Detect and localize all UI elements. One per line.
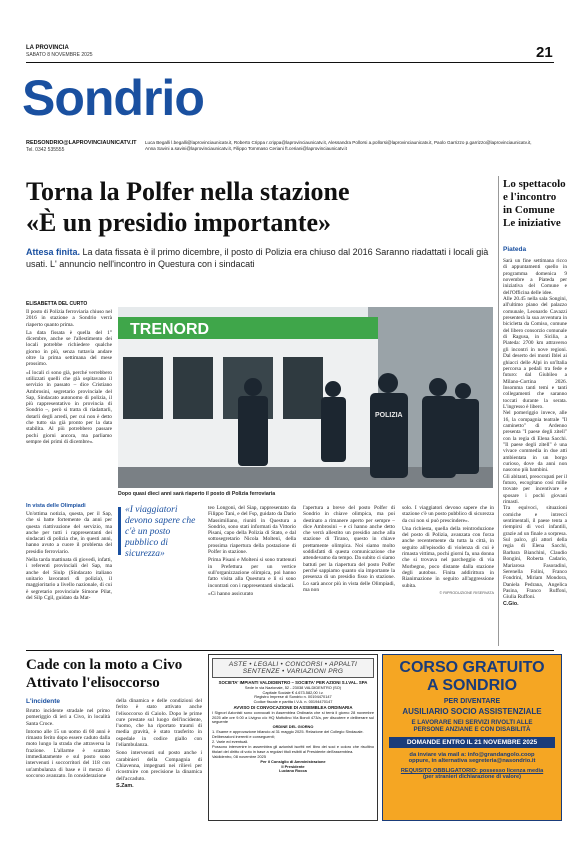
company-capital: Capitale Sociale € 4.673.582,00 i.v. [262,689,324,695]
section-title: Sondrio [22,70,204,126]
main-col-5 [402,505,494,596]
byline: ELISABETTA DEL CURTO [26,301,88,307]
train-logo: TRENORD [130,321,210,338]
rights-notice: © RIPRODUZIONE RISERVATA [439,590,494,595]
course-title-2: A SONDRIO [426,677,518,694]
agenda-item-1: 1. Esame e approvazione bilancio al 31 maggio 2025. Relazione del Collegio Sindacale. Deliberazioni inerenti e conseguenti; [212,728,364,739]
side-location: Piateda [503,246,527,253]
notice-footer: Possono intervenire in assemblea gli azionisti iscritti nel libro dei soci e coloro che risultino titolari del diritto di voto in base a regolari titoli esibiti al Presidente dell'assemblea. [212,744,374,755]
course-requirement-1: REQUISITO OBBLIGATORIO: possesso licenza media [400,768,544,774]
course-alt-line: oppure, in alternativa segreteria@nasondrio.it [408,758,536,764]
company-name: SOCIETA' IMPIANTI VALDIDENTRO – SOCIETA' PER AZIONI S.I.VAL. SPA [218,680,368,685]
side-headline: Lo spettacolo e l'incontro in Comune Le iniziative [503,178,566,229]
paragraph: Un'ottima notizia, questa, per il Sap, che si batte fortemente da anni per questa riattivazione del servizio, ma anche per tutti i rappresentanti dei sindacati di polizia che, in questi anni, hanno avuto a cuore il problema del presidio ferroviario. [26,511,112,555]
course-requirement-2: (per stranieri dichiarazione di valore) [423,774,521,780]
side-divider [498,176,499,646]
course-role: AUSILIARIO SOCIO ASSISTENZIALE [402,707,542,716]
company-register: Registro Imprese di Sondrio n. 00194470147 [254,694,332,700]
pull-quote: «I viaggiatori devono sapere che c'è un posto pubblico di sicurezza» [125,505,196,559]
main-lead-label: Attesa finita. [26,247,81,257]
paragraph: Alle 20.45 nella sala Songini, all'ultimo piano del palazzo comunale, Leonardo Cavazzi presenterà la sua avventura in bicicletta da Comiso, comune del libero consorzio comunale di Ragusa, in Sicilia, a Piateda: 2700 km attraverso gli incontri in nove regioni. Dal deserto dei monti Iblei ai ghiacci delle Alpi in un'Italia percorsa a pedali tra fede e futuro: dal Giubileo a Milano-Cortina 2026. Insomma tanti temi e tanti collegamenti che saranno toccati durante la serata. L'ingresso è libero. [503,296,567,410]
paragraph: Brutto incidente stradale nel primo pomeriggio di ieri a Civo, in località Santa Croce. [26,708,110,727]
bottom-rule [26,650,554,651]
legal-notice-ad [208,654,378,821]
third-headline [26,656,226,692]
staff-list [145,140,555,152]
company-tax: Codice fiscale e partita I.V.A. n. 00194470147 [253,699,333,705]
newspaper-name: LA PROVINCIA [26,45,69,51]
paragraph: Una richiesta, quella della reintroduzione del posto di Polizia, avanzata con forza anche recentemente da tutta la città, in seguito all'episodio di violenza di cui è rimasta vittima, pochi giorni fa, una donna che si trovava nel parcheggio di via Morbegno, poco distante dalla stazione degli autobus. Finita addirittura in Rianimazione in seguito all'aggressione subita. [402,525,494,589]
police-station-photo [118,307,493,488]
subhead-olympics: In vista delle Olimpiadi [26,503,86,509]
page-number: 21 [536,44,553,61]
ad-brand-line-1: ASTE • LEGALI • CONCORSI • APPALTI [228,661,358,668]
signature-2: Il Presidente [281,763,305,769]
course-ad [382,654,562,821]
signature-1: Per il Consiglio di Amministrazione [260,758,326,764]
third-col-a [26,708,110,779]
course-tagline-2: PERSONE ANZIANE E CON DISABILITÀ [413,726,531,733]
course-tagline-1: E LAVORARE NEI SERVIZI RIVOLTI ALLE [411,719,533,726]
main-col-1b [26,511,112,601]
paragraph: Sono intervenuti sul posto anche i carabinieri della Compagnia di Chiavenna, impegnati nei rilievi per ricostruire con precisione la dinamica dell'accaduto. [116,750,202,782]
third-location: L'incidente [26,698,61,705]
company-address: Sede in via Nazionale, 52 - 23038 VALDIDENTRO (SO) [244,684,342,690]
paragraph: Intorno alle 15 un uomo di 60 anni è rimasto ferito dopo essere caduto dalla moto lungo la strada che attraversa la frazione. L'allarme è scattato immediatamente e sul posto sono intervenuti i soccorritori del 118 con un'ambulanza di base e il mezzo di soccorso avanzato. In considerazione [26,728,110,779]
paragraph: «Ci hanno assicurato [208,590,254,597]
main-headline [26,176,496,238]
main-col-4 [303,505,395,593]
paragraph: La data fissata è quella del 1° dicembre, anche se l'allestimento dei locali potrebbe richiedere qualche giorno in più, senza tuttavia andare oltre la prima settimana del mese prossimo. [26,329,112,368]
paragraph: Il posto di Polizia ferroviaria chiuso nel 2016 in stazione a Sondrio verrà riaperto quanto prima. [26,309,112,328]
top-rule [26,62,554,63]
issue-date: SABATO 8 NOVEMBRE 2025 [26,52,93,58]
course-become: PER DIVENTARE [443,698,501,705]
section-phone: Tel. 0342 535555 [26,147,65,153]
course-title-1: CORSO GRATUITO [399,659,545,676]
side-signoff: C.Gio. [503,600,519,607]
notice-body: I Signori Azionisti sono convocati in Assemblea Ordinaria che si terrà il giorno 28 novembre 2025 alle ore 9.00 a Livigno c/o HQ Mottolino Via Bondi 473/a, per discutere e deliberare sul seguente [212,709,374,725]
pull-quote-box [118,505,203,560]
main-col-3 [208,505,296,597]
staff-line-1: Luca Begalli l.begalli@laprovinciaunicatv.it, Roberto Crippa r.crippa@laprovinciaunicatv.it, Alessandra Pollorsi a.pollorsi@laprovinciaunicatv.it, Paolo Garrizzo p.garrizzo@laprovinciaunicatv.it, [145,140,532,145]
photo [118,307,493,488]
paragraph: solo. I viaggiatori devono sapere che in stazione c'è un posto pubblico di sicurezza da cui non si può prescindere». [402,505,494,524]
agenda-item-2: 2. Varie ed eventuali. [212,738,249,744]
main-headline-line-2: «È un presidio importante» [26,208,332,237]
third-col-b [116,698,202,789]
paragraph: Tra equivoci, situazioni comiche e intrecci sentimentali, il paese tenta a riempirsi di voci infantili, grazie ad un finale a sorpresa. Sul palco, gli attori della regia di Elena Sacchi, Barbara Bianchini, Claudio Bongini, Roberta Cadario, Mariarosa Fasoradini, Serenella Folini, Franco Fondrini, Miriam Mondora, Daniela Pedrana, Angelica Pasina, Franco Ruffoni, Giulia Ruffoni. [503,505,567,601]
paragraph: «I locali ci sono già, perché verrebbero utilizzati quelli che già ospitavano il servizio in passato – dice Cristiano Ambrosini, segretario provinciale del Sap, Sindacato autonomo di polizia, il più rappresentativo in provincia di Sondrio –, però si tratta di riadattarli, dotarli degli arredi, per cui non è detto che tutto sia già pronto per la data stabilita. Al più potrebbero passare pochi giorni ancora, ma parliamo sempre dei primi di dicembre». [26,369,112,445]
course-deadline: DOMANDE ENTRO IL 21 NOVEMBRE 2025 [389,737,555,748]
paragraph: Gli abitanti, preoccupati per il futuro, escogitano così mille trovate per incentivare e sposare i pochi giovani rimasti. [503,473,567,506]
notice-title: AVVISO DI CONVOCAZIONE DI ASSEMBLEA ORDINARIA [233,704,353,710]
signature-3: Luciano Rocca [279,768,307,774]
main-headline-line-1: Torna la Polfer nella stazione [26,177,350,206]
paragraph: l'apertura a breve del posto Polfer di Sondrio in chiave olimpica, ma poi destinato a rimanere aperto per sempre – dice Ambrosini – e ci hanno anche detto che verrà allestito un presidio anche alla stazione di Tirano, questo in chiave prettamente olimpica. Noi siamo molto soddisfatti di questa comunicazione che attendevamo da tempo. Da subito ci siamo battuti per la riapertura del posto Polfer perché sappiamo quanto sia importante la presenza di un presidio fisso in stazione. Lo sarà ancor più in vista delle Olimpiadi, ma non [303,505,395,593]
police-vest-text: POLIZIA [375,412,403,419]
ad-brand-line-2: SENTENZE • VARIAZIONI PRG [242,668,344,675]
main-lead-text: La data fissata è il primo dicembre, il posto di Polizia era chiuso dal 2016 Saranno riadattati i locali già usati. L' annuncio nell'incontro in Questura con i sindacati [26,247,489,269]
agenda-title: ORDINE DEL GIORNO [272,724,314,730]
paragraph: Nel pomeriggio invece, alle 16, la compagnia teatrale "Il caminetto" di Ardenno presenta "I paese degli zitell" con la regia di Elena Sacchi. "Il paese degli zitell" è una vivace commedia in due atti ambientata in un borgo curioso, dove da anni non nascono più bambini. [503,410,567,474]
section-email: REDSONDRIO@LAPROVINCIAUNICATV.IT [26,140,137,146]
third-signoff: S.Zam. [116,782,134,789]
third-headline-line-2: Attivato l'elisoccorso [26,675,160,691]
third-headline-line-1: Cade con la moto a Civo [26,657,183,673]
paragraph: Sarà un fine settimana ricco di appuntamenti quello in programma domenica 9 novembre a Piateda per iniziativa del Comune e dell'Officina delle idee. [503,258,567,296]
side-col [503,258,567,607]
paragraph: della dinamica e delle condizioni del ferito è stato attivato anche l'elisoccorso di Caiolo. Dopo le prime cure prestate sul luogo dell'incidente, l'uomo, che ha riportato traumi di media gravità, è stato trasferito in ospedale in codice giallo con l'eliambulanza. [116,698,202,749]
main-col-1 [26,309,112,445]
paragraph: Nella tarda mattinata di giovedì, infatti, i referenti provinciali del Sap, ma anche del Siulp (Sindacato italiano unitario lavoratori di polizia), il maggioritario a livello nazionale, di cui è segretario provinciale Simone Pilat, del Silp Cgil, guidato da Mat- [26,557,112,601]
staff-line-2: Anna Savini a.savini@laprovinciaunicatv.it, Filippo Tommaso Ceriani ft.ceriani@laprovinciaunicatv.it [145,146,347,151]
main-lead [26,246,491,270]
photo-caption: Dopo quasi dieci anni sarà riaperto il posto di Polizia ferroviaria [118,491,276,497]
course-email-line: da inviare via mail a: info@grandangolo.coop [409,752,535,758]
paragraph: Prima Pisani e Molteni si sono trattenuti in Prefettura per un vertice sull'organizzazione olimpica, poi hanno fatto visita alla Questura e lì si sono incontrati con i rappresentanti sindacali. [208,557,296,589]
notice-place-date: Valdidentro, 08 novembre 2025 [212,753,267,759]
paragraph: teo Longoni, del Siap, rappresentato da Filippo Tani, e del Fsp, guidato da Dario Massimiliano, riuniti in Questura a Sondrio, sono stati informati da Vittorio Pisani, capo della Polizia di Stato, e dal sottosegretario Nicola Molteni, della prossima riapertura della postazione di Polfer in stazione. [208,505,296,556]
